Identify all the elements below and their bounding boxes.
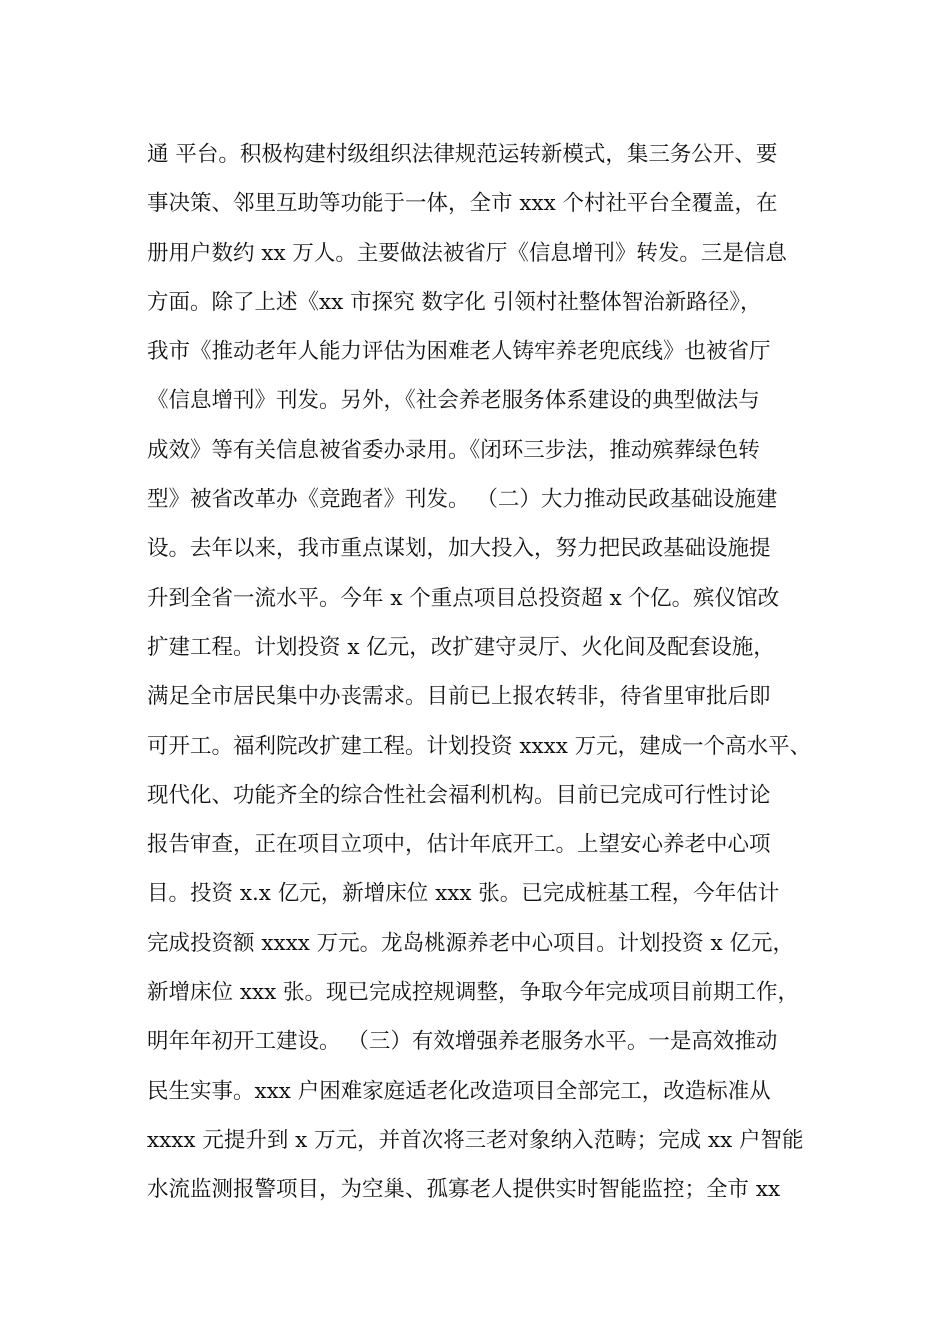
text-line: 扩建工程。计划投资 x 亿元，改扩建守灵厅、火化间及配套设施， xyxy=(147,634,775,660)
text-line: 《信息增刊》刊发。另外，《社会养老服务体系建设的典型做法与 xyxy=(147,388,760,414)
text-line: 通 平台。积极构建村级组织法律规范运转新模式，集三务公开、要 xyxy=(147,142,778,167)
text-line: 新增床位 xxx 张。现已完成控规调整，争取今年完成项目前期工作， xyxy=(147,980,800,1006)
text-line: 报告审查，正在项目立项中，估计年底开工。上望安心养老中心项 xyxy=(147,832,771,858)
text-line: 升到全省一流水平。今年 x 个重点项目总投资超 x 个亿。殡仪馆改 xyxy=(147,585,780,611)
text-line: 事决策、邻里互助等功能于一体，全市 xxx 个村社平台全覆盖，在 xyxy=(147,191,778,217)
text-line: 民生实事。xxx 户困难家庭适老化改造项目全部完工，改造标准从 xyxy=(147,1078,771,1104)
text-line: 我市《推动老年人能力评估为困难老人铸牢养老兜底线》也被省厅 xyxy=(147,339,771,365)
body-text xyxy=(147,130,817,1215)
text-line: 现代化、功能齐全的综合性社会福利机构。目前已完成可行性讨论 xyxy=(147,782,771,808)
text-line: 满足全市居民集中办丧需求。目前已上报农转非，待省里审批后即 xyxy=(147,684,771,710)
text-line: xxxx 元提升到 x 万元，并首次将三老对象纳入范畴；完成 xx 户智能 xyxy=(147,1127,804,1153)
text-line: 册用户数约 xx 万人。主要做法被省厅《信息增刊》转发。三是信息 xyxy=(147,240,787,266)
text-line: 方面。除了上述《xx 市探究 数字化 引领村社整体智治新路径》， xyxy=(147,289,762,315)
text-line: 明年年初开工建设。 （三）有效增强养老服务水平。一是高效推动 xyxy=(147,1029,778,1055)
text-line: 可开工。福利院改扩建工程。计划投资 xxxx 万元，建成一个高水平、 xyxy=(147,733,812,759)
text-line: 水流监测报警项目，为空巢、孤寡老人提供实时智能监控；全市 xx xyxy=(147,1177,781,1203)
text-line: 目。投资 x.x 亿元，新增床位 xxx 张。已完成桩基工程，今年估计 xyxy=(147,881,780,907)
text-line: 完成投资额 xxxx 万元。龙岛桃源养老中心项目。计划投资 x 亿元， xyxy=(147,930,794,956)
text-line: 型》被省改革办《竞跑者》刊发。 （二）大力推动民政基础设施建 xyxy=(147,487,778,513)
text-line: 设。去年以来，我市重点谋划，加大投入，努力把民政基础设施提 xyxy=(147,536,771,562)
text-line: 成效》等有关信息被省委办录用。《闭环三步法，推动殡葬绿色转 xyxy=(147,437,760,463)
